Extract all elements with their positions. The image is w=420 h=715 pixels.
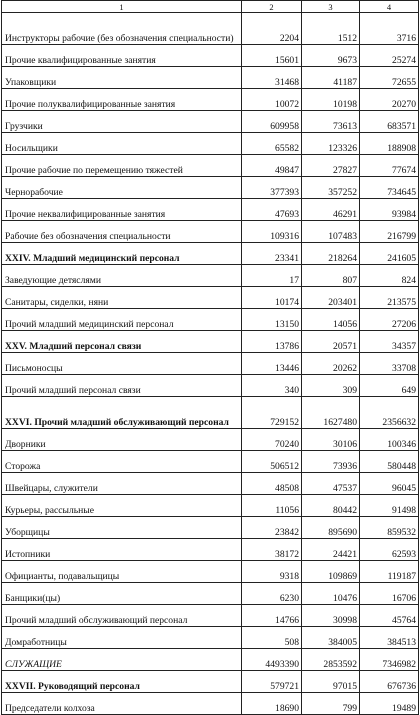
occupation-name-cell: Домработницы [2, 627, 242, 649]
value-cell-col3: 20571 [302, 331, 360, 353]
value-cell-col3: 27827 [302, 155, 360, 177]
value-cell-col2: 609958 [242, 111, 302, 133]
table-row [2, 561, 419, 583]
value-cell-col3: 309 [302, 375, 360, 397]
table-row [2, 199, 419, 221]
value-cell-col3: 203401 [302, 287, 360, 309]
value-cell-col2: 38172 [242, 539, 302, 561]
value-cell-col3: 80442 [302, 495, 360, 517]
value-cell-col4: 72655 [360, 67, 419, 89]
value-cell-col2: 17 [242, 265, 302, 287]
value-cell-col3: 30998 [302, 605, 360, 627]
value-cell-col3: 895690 [302, 517, 360, 539]
value-cell-col2: 14766 [242, 605, 302, 627]
value-cell-col3: 107483 [302, 221, 360, 243]
value-cell-col3: 24421 [302, 539, 360, 561]
value-cell-col3: 30106 [302, 429, 360, 451]
value-cell-col4: 859532 [360, 517, 419, 539]
table-row [2, 451, 419, 473]
value-cell-col4: 213575 [360, 287, 419, 309]
occupation-name-cell: Прочий младший персонал связи [2, 375, 242, 397]
occupation-name-cell: Заведующие детяслями [2, 265, 242, 287]
value-cell-col2: 506512 [242, 451, 302, 473]
value-cell-col4: 683571 [360, 111, 419, 133]
occupation-name-cell: Прочие полуквалифицированные занятия [2, 89, 242, 111]
table-row [2, 287, 419, 309]
value-cell-col4: 33708 [360, 353, 419, 375]
occupation-name-cell: Грузчики [2, 111, 242, 133]
occupation-name-cell: Прочие квалифицированные занятия [2, 45, 242, 67]
occupation-name-cell: Чернорабочие [2, 177, 242, 199]
value-cell-col4: 100346 [360, 429, 419, 451]
occupation-name-cell: Инструкторы рабочие (без обозначения специальности) [2, 13, 242, 45]
table-row [2, 605, 419, 627]
table-row [2, 89, 419, 111]
occupation-name-cell: XXV. Младший персонал связи [2, 331, 242, 353]
value-cell-col4: 7346982 [360, 649, 419, 671]
table-row [2, 67, 419, 89]
value-cell-col2: 579721 [242, 671, 302, 693]
occupation-name-cell: Прочие неквалифицированные занятия [2, 199, 242, 221]
value-cell-col3: 2853592 [302, 649, 360, 671]
value-cell-col4: 34357 [360, 331, 419, 353]
value-cell-col2: 11056 [242, 495, 302, 517]
value-cell-col2: 47693 [242, 199, 302, 221]
occupation-name-cell: Дворники [2, 429, 242, 451]
occupation-name-cell: Санитары, сиделки, няни [2, 287, 242, 309]
value-cell-col4: 119187 [360, 561, 419, 583]
value-cell-col4: 188908 [360, 133, 419, 155]
column-header: 4 [360, 1, 419, 13]
value-cell-col2: 23842 [242, 517, 302, 539]
value-cell-col4: 20270 [360, 89, 419, 111]
value-cell-col2: 18690 [242, 693, 302, 715]
table-row [2, 517, 419, 539]
value-cell-col4: 2356632 [360, 397, 419, 429]
value-cell-col3: 73613 [302, 111, 360, 133]
value-cell-col4: 93984 [360, 199, 419, 221]
value-cell-col2: 13786 [242, 331, 302, 353]
table-row [2, 671, 419, 693]
table-row [2, 331, 419, 353]
value-cell-col2: 31468 [242, 67, 302, 89]
value-cell-col3: 20262 [302, 353, 360, 375]
occupation-name-cell: XXVII. Руководящий персонал [2, 671, 242, 693]
occupation-name-cell: СЛУЖАЩИЕ [2, 649, 242, 671]
value-cell-col2: 15601 [242, 45, 302, 67]
value-cell-col3: 41187 [302, 67, 360, 89]
value-cell-col3: 218264 [302, 243, 360, 265]
occupation-name-cell: Официанты, подавальщицы [2, 561, 242, 583]
table-row [2, 177, 419, 199]
value-cell-col4: 19489 [360, 693, 419, 715]
header-row [2, 1, 419, 13]
value-cell-col2: 377393 [242, 177, 302, 199]
table-row [2, 649, 419, 671]
value-cell-col3: 46291 [302, 199, 360, 221]
table-row [2, 13, 419, 45]
value-cell-col2: 10174 [242, 287, 302, 309]
value-cell-col2: 6230 [242, 583, 302, 605]
occupation-name-cell: XXIV. Младший медицинский персонал [2, 243, 242, 265]
value-cell-col3: 10198 [302, 89, 360, 111]
column-header: 2 [242, 1, 302, 13]
occupation-statistics-table [1, 0, 419, 715]
occupation-name-cell: Сторожа [2, 451, 242, 473]
value-cell-col4: 734645 [360, 177, 419, 199]
value-cell-col4: 96045 [360, 473, 419, 495]
table-row [2, 155, 419, 177]
occupation-name-cell: Председатели колхоза [2, 693, 242, 715]
value-cell-col3: 384005 [302, 627, 360, 649]
value-cell-col3: 9673 [302, 45, 360, 67]
value-cell-col3: 97015 [302, 671, 360, 693]
occupation-name-cell: XXVI. Прочий младший обслуживающий персонал [2, 397, 242, 429]
value-cell-col4: 62593 [360, 539, 419, 561]
value-cell-col3: 357252 [302, 177, 360, 199]
occupation-name-cell: Банщики(цы) [2, 583, 242, 605]
value-cell-col3: 123326 [302, 133, 360, 155]
value-cell-col3: 73936 [302, 451, 360, 473]
table-row [2, 111, 419, 133]
table-body [2, 13, 419, 715]
value-cell-col2: 2204 [242, 13, 302, 45]
value-cell-col4: 77674 [360, 155, 419, 177]
value-cell-col2: 48508 [242, 473, 302, 495]
value-cell-col4: 91498 [360, 495, 419, 517]
value-cell-col2: 340 [242, 375, 302, 397]
occupation-name-cell: Прочий младший обслуживающий персонал [2, 605, 242, 627]
value-cell-col4: 384513 [360, 627, 419, 649]
table-row [2, 583, 419, 605]
table-row [2, 473, 419, 495]
value-cell-col3: 807 [302, 265, 360, 287]
table-row [2, 429, 419, 451]
value-cell-col2: 109316 [242, 221, 302, 243]
occupation-name-cell: Носильщики [2, 133, 242, 155]
occupation-name-cell: Прочий младший медицинский персонал [2, 309, 242, 331]
value-cell-col4: 676736 [360, 671, 419, 693]
occupation-name-cell: Курьеры, рассыльные [2, 495, 242, 517]
value-cell-col4: 649 [360, 375, 419, 397]
value-cell-col2: 65582 [242, 133, 302, 155]
occupation-name-cell: Письмоносцы [2, 353, 242, 375]
value-cell-col2: 23341 [242, 243, 302, 265]
table-row [2, 353, 419, 375]
value-cell-col4: 216799 [360, 221, 419, 243]
value-cell-col2: 4493390 [242, 649, 302, 671]
value-cell-col4: 16706 [360, 583, 419, 605]
table-row [2, 539, 419, 561]
occupation-name-cell: Упаковщики [2, 67, 242, 89]
value-cell-col2: 9318 [242, 561, 302, 583]
value-cell-col2: 508 [242, 627, 302, 649]
value-cell-col3: 14056 [302, 309, 360, 331]
table-row [2, 693, 419, 715]
value-cell-col2: 13446 [242, 353, 302, 375]
table-row [2, 309, 419, 331]
value-cell-col3: 109869 [302, 561, 360, 583]
value-cell-col2: 70240 [242, 429, 302, 451]
value-cell-col2: 49847 [242, 155, 302, 177]
table-row [2, 243, 419, 265]
value-cell-col2: 13150 [242, 309, 302, 331]
column-header: 3 [302, 1, 360, 13]
table-row [2, 627, 419, 649]
occupation-name-cell: Рабочие без обозначения специальности [2, 221, 242, 243]
table-row [2, 45, 419, 67]
value-cell-col3: 1512 [302, 13, 360, 45]
value-cell-col3: 799 [302, 693, 360, 715]
value-cell-col4: 45764 [360, 605, 419, 627]
table-row [2, 133, 419, 155]
value-cell-col4: 3716 [360, 13, 419, 45]
value-cell-col3: 10476 [302, 583, 360, 605]
table-row [2, 495, 419, 517]
value-cell-col2: 729152 [242, 397, 302, 429]
value-cell-col4: 824 [360, 265, 419, 287]
table-row [2, 221, 419, 243]
occupation-name-cell: Швейцары, служители [2, 473, 242, 495]
value-cell-col3: 1627480 [302, 397, 360, 429]
value-cell-col3: 47537 [302, 473, 360, 495]
table-row [2, 397, 419, 429]
table-row [2, 375, 419, 397]
value-cell-col4: 25274 [360, 45, 419, 67]
value-cell-col4: 580448 [360, 451, 419, 473]
value-cell-col4: 241605 [360, 243, 419, 265]
occupation-name-cell: Истопники [2, 539, 242, 561]
occupation-name-cell: Уборщицы [2, 517, 242, 539]
occupation-name-cell: Прочие рабочие по перемещению тяжестей [2, 155, 242, 177]
value-cell-col2: 10072 [242, 89, 302, 111]
column-header: 1 [2, 1, 242, 13]
value-cell-col4: 27206 [360, 309, 419, 331]
table-row [2, 265, 419, 287]
